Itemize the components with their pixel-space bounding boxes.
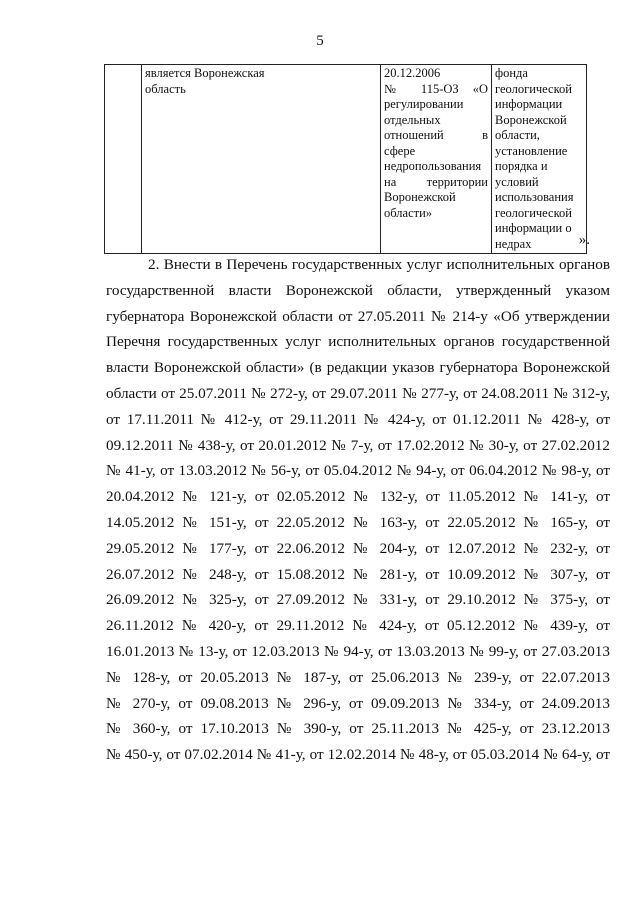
paragraph-line: 29.05.2012 № 177-у, от 22.06.2012 № 204-у, от 12.07.2012 № 232-у, от (106, 539, 610, 557)
cell-line: отдельных (384, 112, 441, 127)
paragraph-line: власти Воронежской области» (в редакции указов губернатора Воронежской (106, 359, 610, 377)
cell-line: отношений в (384, 128, 488, 142)
paragraph-line: государственной власти Воронежской области, утвержденный указом (106, 281, 610, 299)
cell-line: порядка и условий (495, 159, 548, 189)
cell-line: информации о (495, 221, 572, 235)
paragraph-line: от 17.11.2011 № 412-у, от 29.11.2011 № 424-у, от 01.12.2011 № 428-у, от (106, 410, 610, 428)
cell-line: информации (495, 97, 563, 111)
cell-line: Воронежской (384, 190, 456, 204)
paragraph-line: 16.01.2013 № 13-у, от 12.03.2013 № 94-у, от 13.03.2013 № 99-у, от 27.03.2013 (106, 642, 610, 660)
paragraph-line: № 270-у, от 09.08.2013 № 296-у, от 09.09.2013 № 334-у, от 24.09.2013 (106, 694, 610, 712)
cell-line: на территории (384, 174, 488, 189)
paragraph-line: № 360-у, от 17.10.2013 № 390-у, от 25.11.2013 № 425-у, от 23.12.2013 (106, 720, 610, 738)
paragraph-line: губернатора Воронежской области от 27.05.2011 № 214-у «Об утверждении (106, 307, 610, 325)
cell-line: установление (495, 143, 568, 158)
cell-line: Воронежской (495, 112, 567, 127)
paragraph-line: 2. Внести в Перечень государственных услуг исполнительных органов (148, 256, 610, 273)
paragraph-line: 20.04.2012 № 121-у, от 02.05.2012 № 132-у, от 11.05.2012 № 141-у, от (106, 488, 610, 506)
paragraph-line: области от 25.07.2011 № 272-у, от 29.07.2011 № 277-у, от 24.08.2011 № 312-у, (106, 384, 610, 402)
cell-line: недрах (495, 236, 532, 251)
table-row (105, 65, 587, 254)
cell-line: сфере (384, 143, 416, 158)
cell-line: использования (495, 190, 574, 204)
paragraph-line: 26.07.2012 № 248-у, от 15.08.2012 № 281-у, от 10.09.2012 № 307-у, от (106, 565, 610, 583)
cell-line: 20.12.2006 (384, 66, 441, 80)
table-cell-service (492, 65, 587, 254)
continuation-table (104, 64, 587, 254)
page-number: 5 (316, 33, 324, 49)
paragraph-line: 09.12.2011 № 438-у, от 20.01.2012 № 7-у, от 17.02.2012 № 30-у, от 27.02.2012 (106, 436, 610, 454)
closing-quote: ». (578, 232, 590, 248)
cell-line: № 115-ОЗ «О (384, 81, 488, 96)
paragraph-line: Перечня государственных услуг исполнительных органов государственной (106, 333, 610, 351)
paragraph-line: № 128-у, от 20.05.2013 № 187-у, от 25.06.2013 № 239-у, от 22.07.2013 (106, 668, 610, 686)
paragraph-line: 26.09.2012 № 325-у, от 27.09.2012 № 331-у, от 29.10.2012 № 375-у, от (106, 591, 610, 609)
cell-line: регулировании (384, 97, 464, 111)
cell-line: геологической (495, 205, 572, 220)
cell-line: области» (384, 205, 433, 220)
table-cell-law (381, 65, 492, 254)
table-cell-empty (105, 65, 142, 254)
cell-line: недропользования (384, 159, 482, 173)
table-cell-owner (142, 65, 381, 254)
cell-line: является Воронежская (145, 66, 265, 80)
paragraph-line: № 41-у, от 13.03.2012 № 56-у, от 05.04.2012 № 94-у, от 06.04.2012 № 98-у, от (106, 462, 610, 480)
cell-line: области, (495, 128, 540, 142)
paragraph-2 (106, 252, 610, 768)
cell-line: фонда (495, 66, 528, 80)
paragraph-line: № 450-у, от 07.02.2014 № 41-у, от 12.02.2014 № 48-у, от 05.03.2014 № 64-у, от (106, 746, 610, 764)
cell-line: область (145, 81, 186, 96)
cell-line: геологической (495, 81, 572, 96)
paragraph-line: 14.05.2012 № 151-у, от 22.05.2012 № 163-у, от 22.05.2012 № 165-у, от (106, 513, 610, 531)
paragraph-line: 26.11.2012 № 420-у, от 29.11.2012 № 424-у, от 05.12.2012 № 439-у, от (106, 617, 610, 635)
